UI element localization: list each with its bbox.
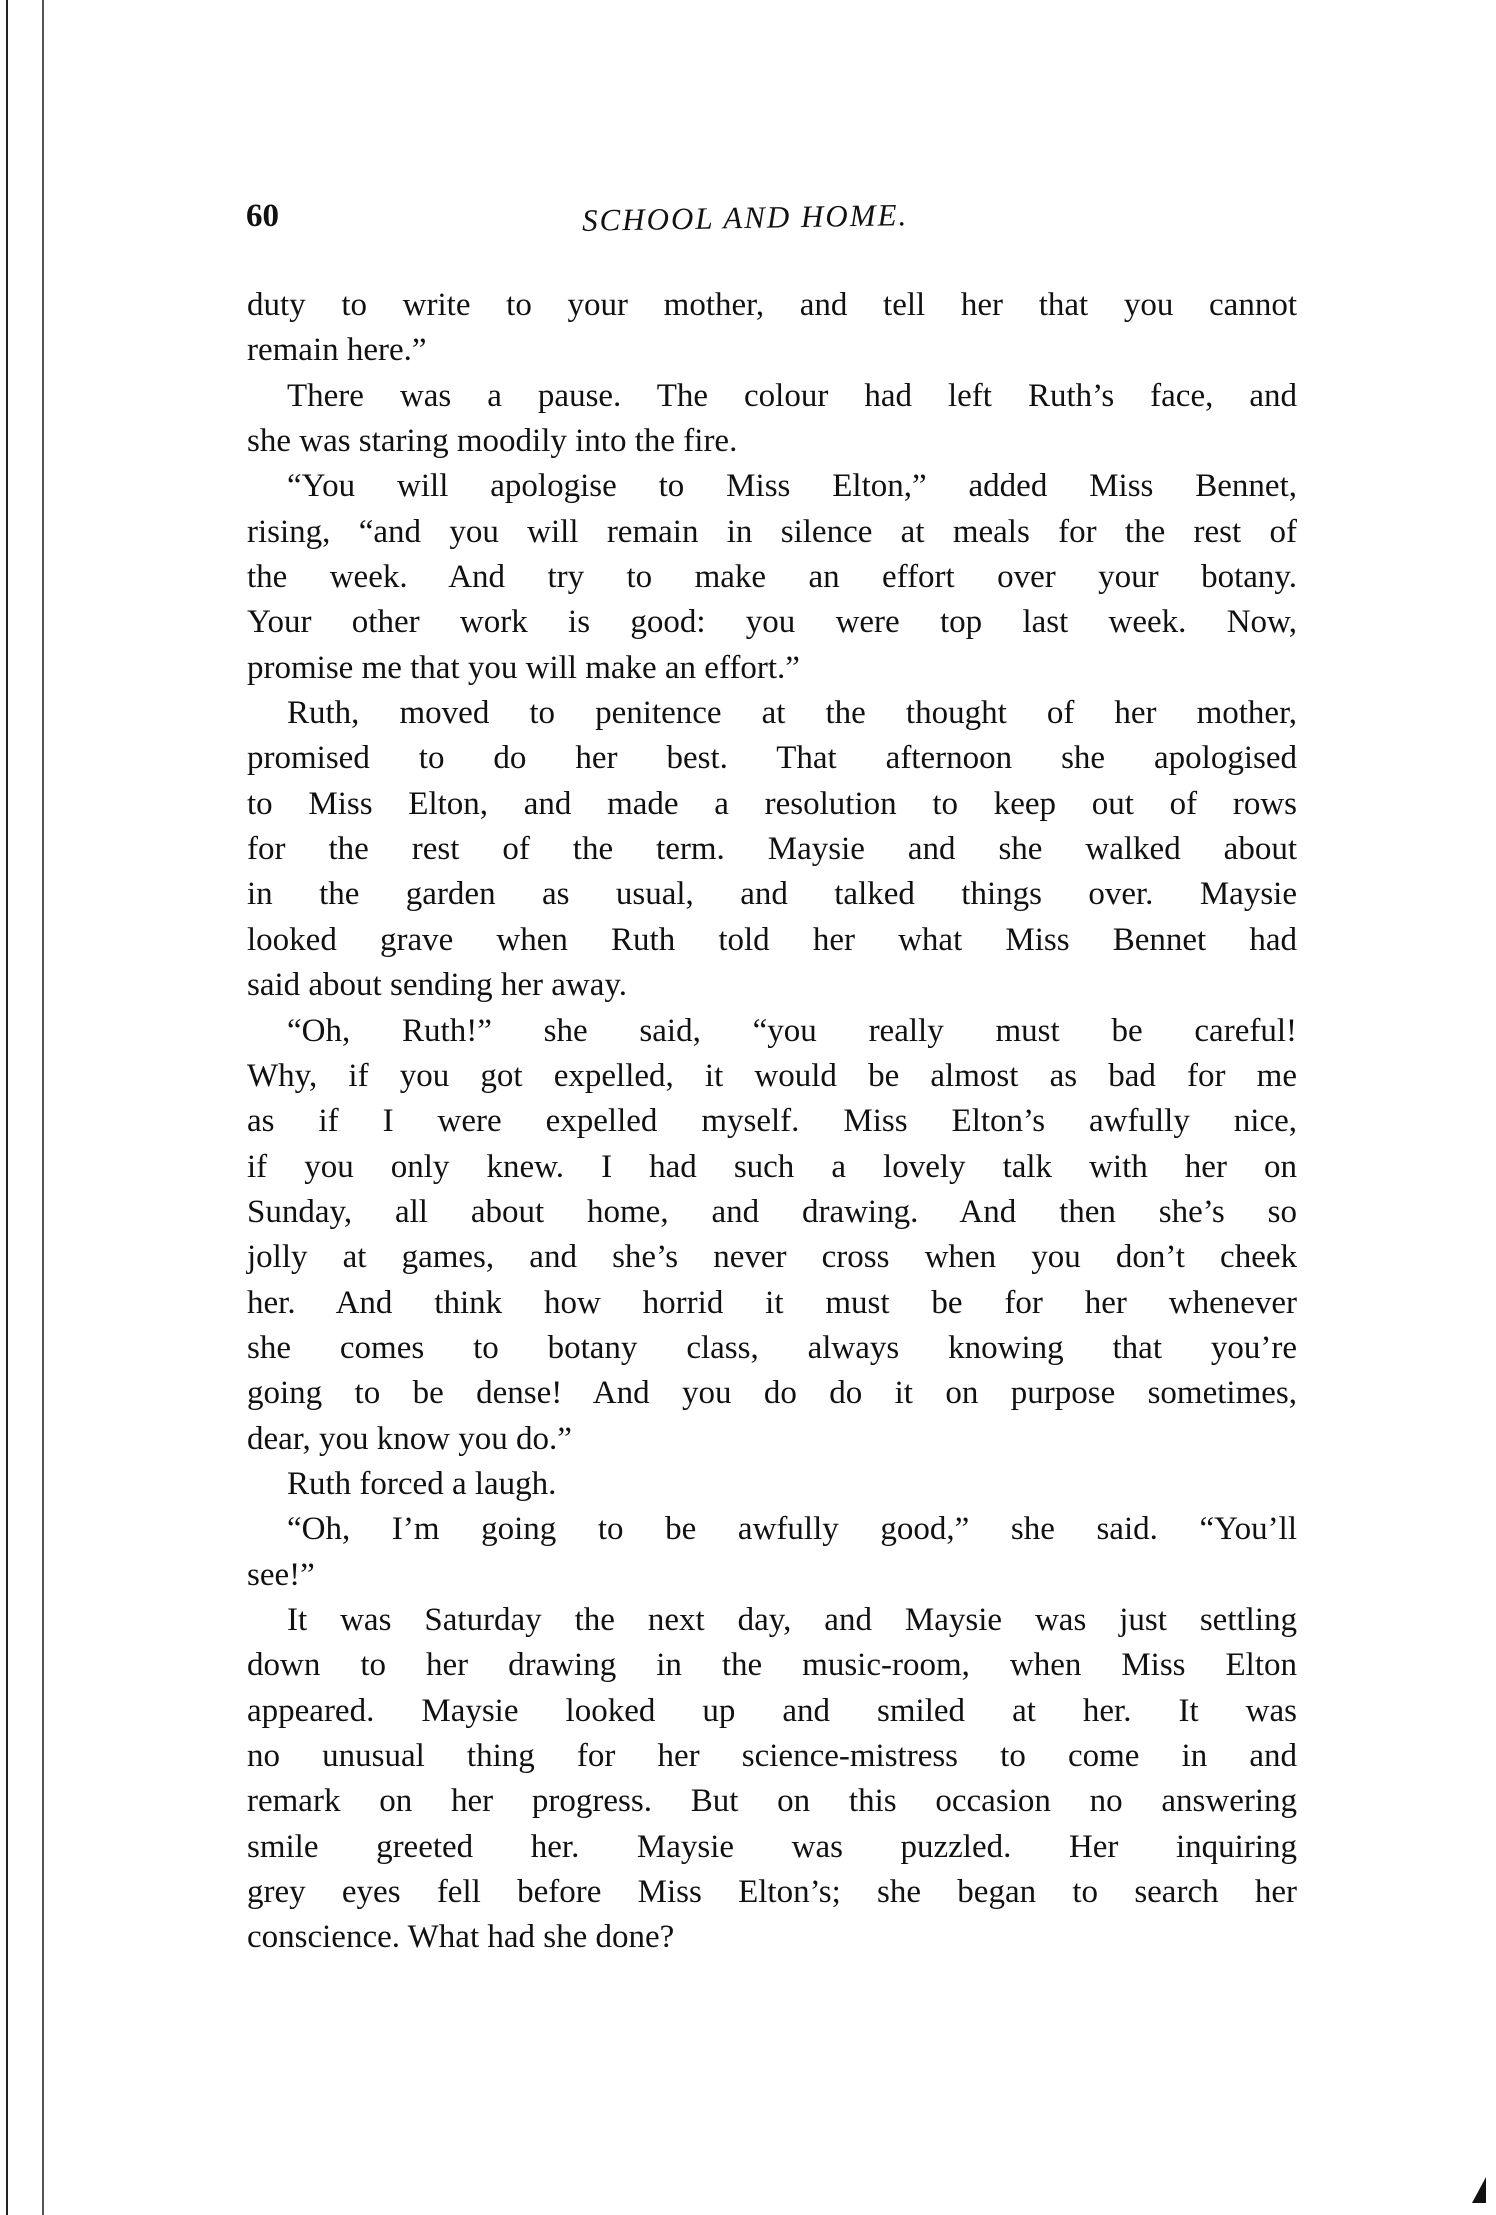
text-line: rising, “and you will remain in silence at meals for the rest of (247, 513, 1297, 550)
text-line: down to her drawing in the music-room, when Miss Elton (247, 1647, 1297, 1684)
text-line: “You will apologise to Miss Elton,” added Miss Bennet, (287, 468, 1297, 505)
text-line: Ruth forced a laugh. (287, 1465, 557, 1502)
text-line: she was staring moodily into the fire. (247, 423, 738, 460)
text-line: Why, if you got expelled, it would be almost as bad for me (247, 1057, 1297, 1094)
text-line: remark on her progress. But on this occasion no answering (247, 1783, 1297, 1820)
text-line: her. And think how horrid it must be for her whenever (247, 1284, 1297, 1321)
text-line: “Oh, I’m going to be awfully good,” she said. “You’ll (287, 1511, 1297, 1548)
text-line: grey eyes fell before Miss Elton’s; she began to search her (247, 1874, 1297, 1911)
text-line: if you only knew. I had such a lovely talk with her on (247, 1148, 1297, 1185)
text-line: “Oh, Ruth!” she said, “you really must be careful! (287, 1012, 1297, 1049)
text-line: for the rest of the term. Maysie and she walked about (247, 831, 1297, 868)
text-line: promised to do her best. That afternoon she apologised (247, 740, 1297, 777)
corner-mark (1472, 2177, 1486, 2203)
text-line: as if I were expelled myself. Miss Elton’s awfully nice, (247, 1103, 1297, 1140)
text-line: looked grave when Ruth told her what Miss Bennet had (247, 921, 1297, 958)
running-head: SCHOOL AND HOME. (581, 197, 909, 238)
text-line: remain here.” (247, 332, 427, 369)
page-edge-line (6, 0, 8, 2215)
text-line: promise me that you will make an effort.” (247, 649, 800, 686)
text-line: to Miss Elton, and made a resolution to keep out of rows (247, 785, 1297, 822)
page-edge-line (42, 0, 44, 2215)
text-line: Sunday, all about home, and drawing. And then she’s so (247, 1193, 1297, 1230)
text-line: dear, you know you do.” (247, 1420, 572, 1457)
text-line: no unusual thing for her science-mistress to come in and (247, 1738, 1297, 1774)
text-line: in the garden as usual, and talked things over. Maysie (247, 876, 1297, 913)
text-line: the week. And try to make an effort over your botany. (247, 559, 1297, 596)
text-line: Your other work is good: you were top last week. Now, (247, 604, 1297, 641)
text-line: duty to write to your mother, and tell her that you cannot (247, 287, 1297, 323)
text-line: conscience. What had she done? (247, 1919, 675, 1956)
text-line: she comes to botany class, always knowing that you’re (247, 1329, 1297, 1366)
text-line: There was a pause. The colour had left Ruth’s face, and (287, 377, 1297, 414)
text-line: It was Saturday the next day, and Maysie was just settling (287, 1601, 1297, 1638)
text-line: said about sending her away. (247, 967, 627, 1004)
text-line: appeared. Maysie looked up and smiled at her. It was (247, 1692, 1297, 1729)
text-line: see!” (247, 1556, 315, 1593)
page-number: 60 (246, 198, 279, 234)
text-line: Ruth, moved to penitence at the thought of her mother, (287, 695, 1297, 732)
text-line: jolly at games, and she’s never cross when you don’t cheek (247, 1239, 1297, 1276)
body-text (247, 283, 1297, 1961)
text-line: smile greeted her. Maysie was puzzled. Her inquiring (247, 1828, 1297, 1865)
text-line: going to be dense! And you do do it on purpose sometimes, (247, 1375, 1297, 1412)
